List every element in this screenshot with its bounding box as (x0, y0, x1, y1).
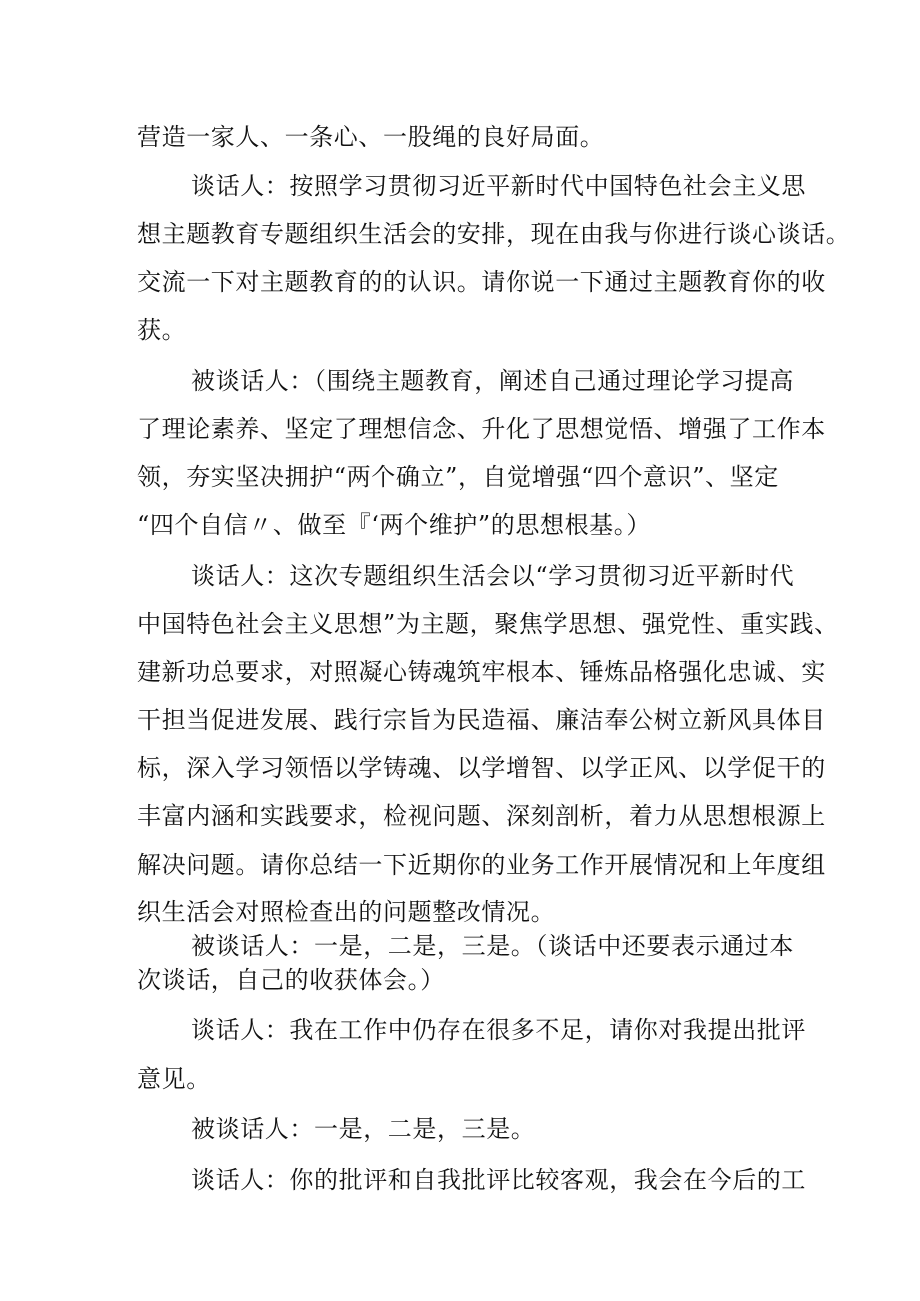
text-line: 意见。 (137, 1065, 211, 1093)
text-line: 建新功总要求，对照凝心铸魂筑牢根本、锤炼品格强化忠诚、实 (137, 658, 826, 686)
text-line: 被谈话人：（围绕主题教育，阐述自己通过理论学习提高 (191, 367, 794, 395)
text-line: 织生活会对照检查出的问题整改情况。 (137, 898, 556, 926)
text-line: 谈话人：你的批评和自我批评比较客观，我会在今后的工 (191, 1166, 806, 1194)
text-line: “四个自信〃、做至『‘两个维护”的思想根基。） (137, 511, 651, 539)
text-line: 谈话人：这次专题组织生活会以“学习贯彻习近平新时代 (191, 562, 795, 590)
text-line: 干担当促进发展、践行宗旨为民造福、廉洁奉公树立新风具体目 (137, 706, 826, 734)
text-line: 想主题教育专题组织生活会的安排，现在由我与你进行谈心谈话。 (137, 220, 851, 248)
text-line: 被谈话人：一是，二是，三是。（谈话中还要表示通过本 (191, 932, 794, 960)
text-line: 解决问题。请你总结一下近期你的业务工作开展情况和上年度组 (137, 851, 826, 879)
text-line: 丰富内涵和实践要求，检视问题、深刻剖析，着力从思想根源上 (137, 802, 826, 830)
text-line: 次谈话，自己的收获体会。） (137, 966, 445, 994)
text-line: 了理论素养、坚定了理想信念、升化了思想觉悟、增强了工作本 (137, 415, 826, 443)
text-line: 营造一家人、一条心、一股绳的良好局面。 (137, 123, 605, 151)
text-line: 交流一下对主题教育的的认识。请你说一下通过主题教育你的收 (137, 268, 826, 296)
text-line: 标，深入学习领悟以学铸魂、以学增智、以学正风、以学促干的 (137, 754, 826, 782)
text-line: 被谈话人：一是，二是，三是。 (191, 1115, 536, 1143)
text-line: 获。 (137, 316, 187, 344)
text-line: 谈话人：按照学习贯彻习近平新时代中国特色社会主义思 (191, 172, 806, 200)
text-line: 谈话人：我在工作中仍存在很多不足，请你对我提出批评 (191, 1016, 806, 1044)
text-line: 领，夯实坚决拥护“两个确立”，自觉增强“四个意识”、坚定 (137, 463, 779, 491)
text-line: 中国特色社会主义思想”为主题，聚焦学思想、强党性、重实践、 (137, 610, 839, 638)
